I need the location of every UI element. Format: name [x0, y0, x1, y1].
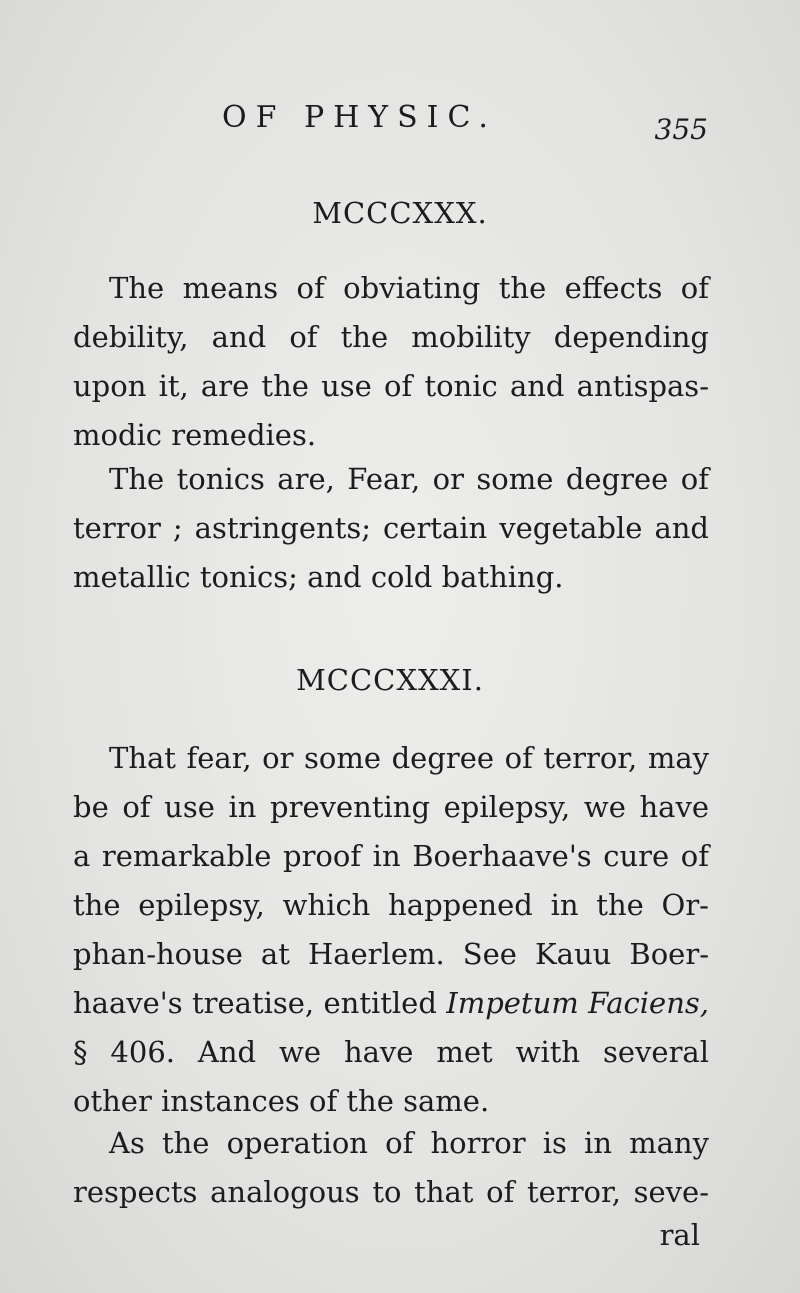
paragraph	[73, 264, 709, 460]
text-line: phan-house at Haerlem. See Kauu Boer-	[73, 937, 709, 971]
text-line: the epilepsy, which happened in the Or-	[73, 888, 709, 922]
catchword: ral	[659, 1218, 700, 1252]
text-line: respects analogous to that of terror, seve-	[73, 1175, 709, 1209]
text-line: That fear, or some degree of terror, may	[109, 741, 709, 775]
section-heading-mcccxxx: MCCCXXX.	[312, 196, 488, 230]
text-line: debility, and of the mobility depending	[73, 320, 709, 354]
text-line	[73, 979, 709, 1028]
text-fragment: haave's treatise, entitled	[73, 986, 437, 1020]
text-line: terror ; astringents; certain vegetable and	[73, 511, 709, 545]
text-line: § 406. And we have met with several	[73, 1035, 709, 1069]
paragraph	[73, 734, 709, 1126]
text-line: The tonics are, Fear, or some degree of	[109, 462, 709, 496]
text-line: a remarkable proof in Boerhaave's cure of	[73, 839, 709, 873]
text-line: metallic tonics; and cold bathing.	[73, 560, 564, 594]
italic-title: Impetum Faciens,	[446, 986, 709, 1020]
text-line: As the operation of horror is in many	[109, 1126, 709, 1160]
text-line: modic remedies.	[73, 418, 317, 452]
running-title: OF PHYSIC.	[222, 100, 497, 135]
page-number: 355	[654, 113, 708, 146]
text-line: other instances of the same.	[73, 1084, 490, 1118]
text-line: The means of obviating the effects of	[109, 271, 709, 305]
section-heading-mcccxxxi: MCCCXXXI.	[296, 663, 484, 697]
text-line: upon it, are the use of tonic and antispas-	[73, 369, 709, 403]
paragraph	[73, 455, 709, 602]
text-line: be of use in preventing epilepsy, we have	[73, 790, 709, 824]
paragraph	[73, 1119, 709, 1217]
